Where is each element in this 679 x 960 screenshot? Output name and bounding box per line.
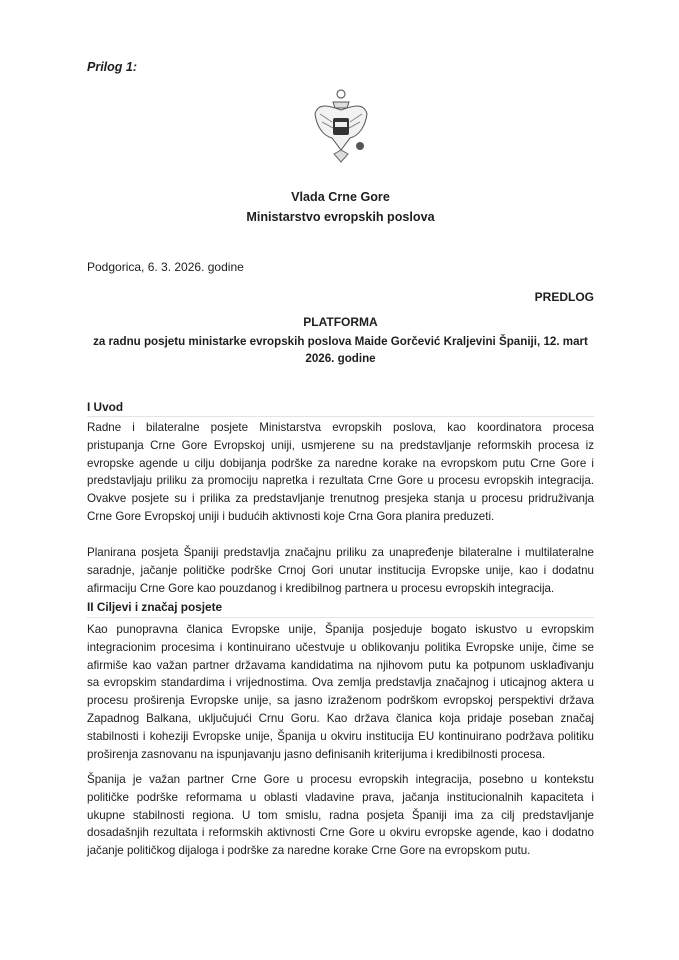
section-heading-goals: II Ciljevi i značaj posjete [87,600,223,614]
paragraph-line: ukupne stabilnosti regiona. U tom smislu, radna posjeta Španiji ima za cilj predstavljanje [87,808,594,822]
paragraph-line: Zapadnog Balkana, uključujući Crnu Goru. Kao država članica koja pridaje poseban značaj [87,711,594,725]
paragraph-line: dosadašnjih rezultata i reformskih aktivnosti Crne Gore u okviru evropske agende, kao i dodatno [87,826,594,840]
paragraph [87,621,594,763]
document-subtitle: za radnu posjetu ministarke evropskih poslova Maide Gorčević Kraljevini Španiji, 12. mart [93,335,588,348]
document-title: PLATFORMA [303,315,378,329]
paragraph-line: integracionim procesima i kontinuirano učestvuje u oblikovanju politika Evropske unije, čime se [87,640,594,654]
paragraph-line: jačanje političkog dijaloga i podrške za naredne korake Crne Gore na evropskom putu. [87,844,531,858]
paragraph [87,544,594,597]
paragraph-line: afirmaciju Crne Gore kao pouzdanog i kredibilnog partnera u procesu evropskih integracija. [87,581,555,595]
paragraph-line: stabilnosti i koheziji Evropske unije, Španija u okviru institucija EU kontinuirano podržava politiku [87,729,594,743]
paragraph [87,771,594,860]
paragraph-line: Radne i bilateralne posjete Ministarstva evropskih poslova, kao koordinatora procesa [87,421,594,434]
paragraph-line: procesu proširenja Evropske unije, sa jasno izraženom podrškom evropskoj perspektivi država [87,694,594,708]
government-name: Vlada Crne Gore [291,190,390,204]
paragraph-line: proširenja zasnovanu na ispunjavanju jasno definisanih kriterijuma i kredibilnosti procesa. [87,747,546,761]
paragraph-line: pristupanja Crne Gore Evropskoj uniji, usmjerene su na predstavljanje reformskih procesa iz [87,438,594,452]
status-label: PREDLOG [534,290,594,304]
place-date: Podgorica, 6. 3. 2026. godine [87,260,244,274]
paragraph [87,419,594,526]
paragraph-line: afirmiše kao važan partner državama kandidatima na njihovom putu ka potpunom usklađivanju [87,658,594,672]
paragraph-line: političke podrške reformama u oblasti vladavine prava, jačanja institucionalnih kapaciteta i [87,790,594,804]
paragraph-line: saradnje, jačanje političke podrške Crnoj Gori unutar institucija Evropske unije, kao i dodatnu [87,563,594,577]
document-subtitle-year: 2026. godine [305,352,376,365]
paragraph-line: Ovakve posjete su i prilika za predstavljanje trenutnog presjeka stanja u procesu pridruživanja [87,492,594,506]
paragraph-line: Crne Gore Evropskoj uniji i budućih aktivnosti koje Crna Gora planira preduzeti. [87,509,495,523]
section-heading-introduction: I Uvod [87,400,124,414]
paragraph-line: Španija je važan partner Crne Gore u procesu evropskih integracija, posebno u kontekstu [87,773,594,786]
paragraph-line: sa evropskim standardima i vrijednostima. Ova zemlja predstavlja značajnog i uticajnog aktera u [87,676,594,690]
coat-of-arms-emblem [312,88,370,169]
divider [87,617,594,618]
ministry-name: Ministarstvo evropskih poslova [246,210,435,224]
annex-label: Prilog 1: [87,60,138,74]
paragraph-line: predstavljaju priliku za promociju napretka i rezultata Crne Gore u procesu evropskih integracija. [87,474,594,488]
paragraph-line: Planirana posjeta Španiji predstavlja značajnu priliku za unapređenje bilateralne i multilateralne [87,546,594,559]
paragraph-line: Kao punopravna članica Evropske unije, Španija posjeduje bogato iskustvo u evropskim [87,623,594,636]
paragraph-line: evropske agende u cilju dobijanja podrške za naredne korake na evropskom putu Crne Gore i [87,456,594,470]
divider [87,416,594,417]
